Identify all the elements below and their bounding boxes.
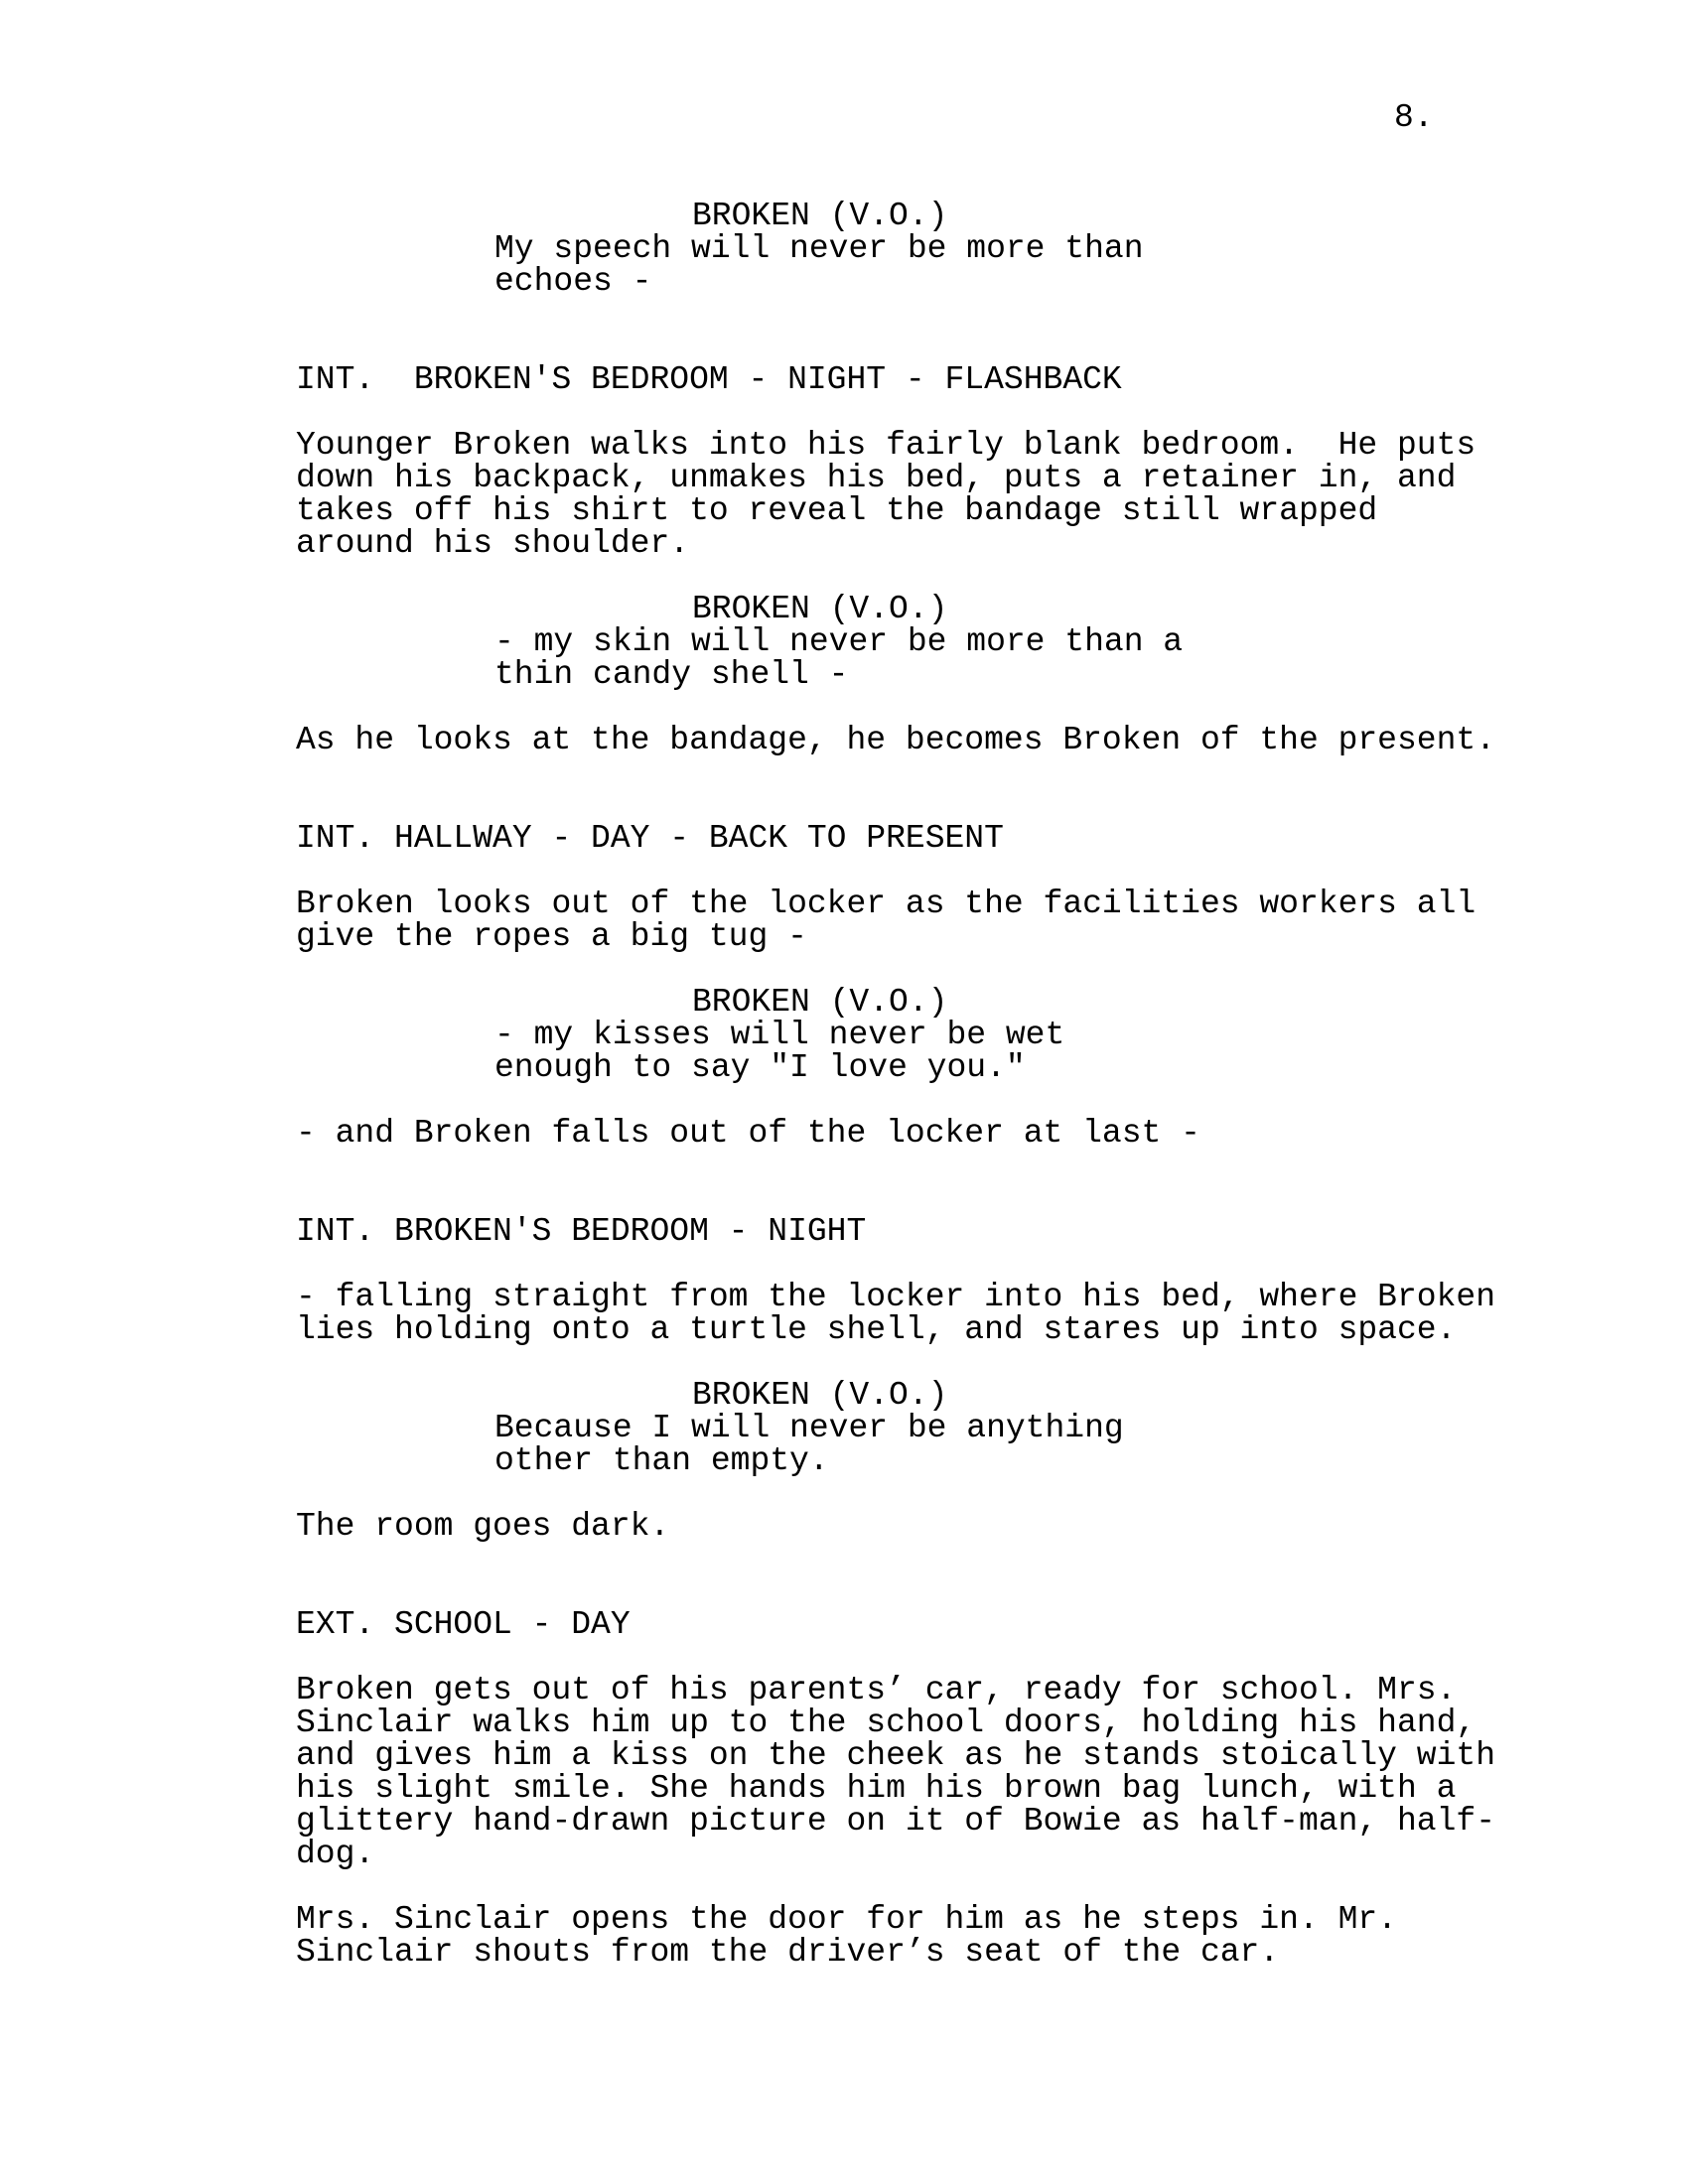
scene-heading: INT. BROKEN'S BEDROOM - NIGHT: [296, 1213, 867, 1250]
action-line: Mrs. Sinclair opens the door for him as he steps in. Mr. Sinclair shouts from the driver’s seat of the car.: [296, 1901, 1397, 1971]
scene-heading: INT. HALLWAY - DAY - BACK TO PRESENT: [296, 820, 1004, 857]
action-line: - falling straight from the locker into his bed, where Broken lies holding onto a turtle shell, and stares up into space.: [296, 1279, 1495, 1348]
action-line: The room goes dark.: [296, 1508, 670, 1545]
dialogue: - my kisses will never be wet enough to say "I love you.": [494, 1017, 1065, 1086]
dialogue: - my skin will never be more than a thin candy shell -: [494, 623, 1184, 693]
script-body: [296, 198, 1495, 1971]
character-cue: BROKEN (V.O.): [692, 984, 948, 1021]
character-cue: BROKEN (V.O.): [692, 198, 948, 234]
dialogue: My speech will never be more than echoes -: [494, 230, 1144, 300]
action-line: Broken looks out of the locker as the facilities workers all give the ropes a big tug -: [296, 886, 1477, 955]
scene-heading: INT. BROKEN'S BEDROOM - NIGHT - FLASHBACK: [296, 361, 1122, 398]
scene-heading: EXT. SCHOOL - DAY: [296, 1606, 631, 1643]
page-number: 8.: [1394, 99, 1434, 136]
action-line: Broken gets out of his parents’ car, ready for school. Mrs. Sinclair walks him up to the school doors, holding his hand, and gives him a kiss on the cheek as he stands stoically with his slight smile. She hands him his brown bag lunch, with a glittery hand-drawn picture on it of Bowie as half-man, half- dog.: [296, 1672, 1495, 1872]
action-line: Younger Broken walks into his fairly blank bedroom. He puts down his backpack, unmakes his bed, puts a retainer in, and takes off his shirt to reveal the bandage still wrapped around his shoulder.: [296, 427, 1477, 562]
character-cue: BROKEN (V.O.): [692, 591, 948, 627]
character-cue: BROKEN (V.O.): [692, 1377, 948, 1414]
action-line: As he looks at the bandage, he becomes Broken of the present.: [296, 722, 1495, 758]
dialogue: Because I will never be anything other than empty.: [494, 1410, 1124, 1479]
action-line: - and Broken falls out of the locker at last -: [296, 1115, 1200, 1152]
